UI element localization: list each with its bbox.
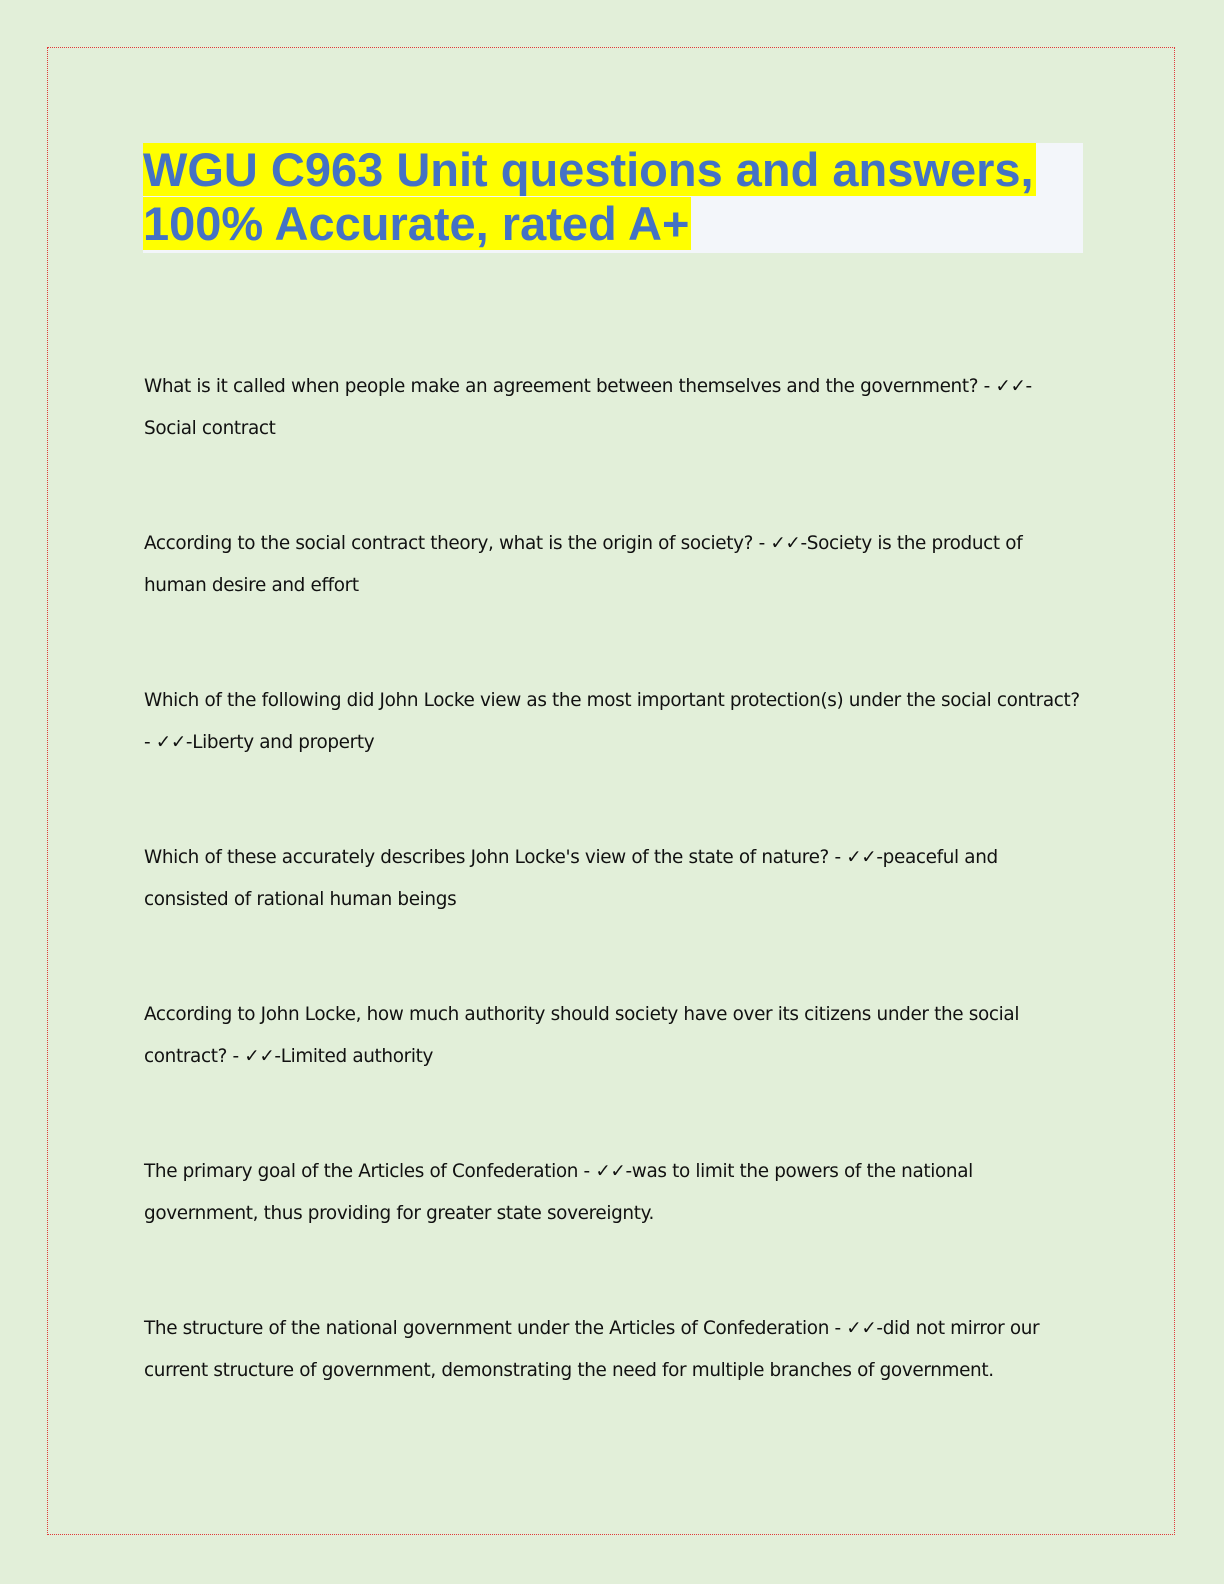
separator: - [753, 533, 771, 554]
question-text: The structure of the national government under the Articles of Confederation [144, 1318, 830, 1339]
separator: - [829, 1318, 847, 1339]
title-line-2: 100% Accurate, rated A+ [143, 197, 690, 250]
separator: - [578, 1161, 596, 1182]
check-mark-icon: ✓✓ [770, 533, 801, 554]
answer-text: was to limit the powers of the national government, thus providing for greater state sovereignty. [144, 1161, 973, 1224]
question-text: Which of the following did John Locke view as the most important protection(s) under the social contract? [144, 690, 1080, 711]
question-text: According to the social contract theory, what is the origin of society? [144, 533, 754, 554]
answer-text: Social contract [144, 418, 276, 439]
check-mark-icon: ✓✓ [155, 732, 186, 753]
question-text: Which of these accurately describes John Locke's view of the state of nature? [144, 847, 829, 868]
qa-item [144, 680, 1084, 764]
answer-prefix: - [274, 1046, 281, 1067]
check-mark-icon: ✓✓ [595, 1161, 626, 1182]
qa-item [144, 837, 1084, 921]
qa-item [144, 1151, 1084, 1235]
document-title [143, 143, 1083, 251]
title-line-1: WGU C963 Unit questions and answers, [143, 143, 1034, 196]
answer-text: Society is the product of human desire and effort [144, 533, 1023, 596]
answer-prefix: - [185, 732, 193, 753]
separator: - [227, 1046, 245, 1067]
answer-text: Liberty and property [192, 732, 375, 753]
question-text: The primary goal of the Articles of Confederation [144, 1161, 579, 1182]
qa-item [144, 1308, 1084, 1392]
separator: - [828, 847, 847, 868]
qa-item [144, 994, 1084, 1078]
answer-prefix: - [800, 533, 807, 554]
question-text: According to John Locke, how much authority should society have over its citizens under the social contract? [144, 1004, 1020, 1067]
check-mark-icon: ✓✓ [846, 847, 877, 868]
check-mark-icon: ✓✓ [995, 376, 1026, 397]
check-mark-icon: ✓✓ [846, 1318, 877, 1339]
answer-text: peaceful and consisted of rational human beings [144, 847, 998, 910]
answer-prefix: - [1025, 376, 1032, 397]
check-mark-icon: ✓✓ [244, 1046, 275, 1067]
question-text: What is it called when people make an agreement between themselves and the government? [144, 376, 979, 397]
answer-prefix: - [876, 1318, 883, 1339]
answer-prefix: - [625, 1161, 632, 1182]
qa-item [144, 366, 1084, 450]
answer-prefix: - [876, 847, 883, 868]
qa-item [144, 523, 1084, 607]
separator: - [978, 376, 996, 397]
separator: - [144, 732, 156, 753]
qa-list [144, 366, 1084, 1465]
answer-text: did not mirror our current structure of government, demonstrating the need for multiple branches of government. [144, 1318, 1040, 1381]
title-block [143, 143, 1083, 253]
answer-text: Limited authority [280, 1046, 433, 1067]
